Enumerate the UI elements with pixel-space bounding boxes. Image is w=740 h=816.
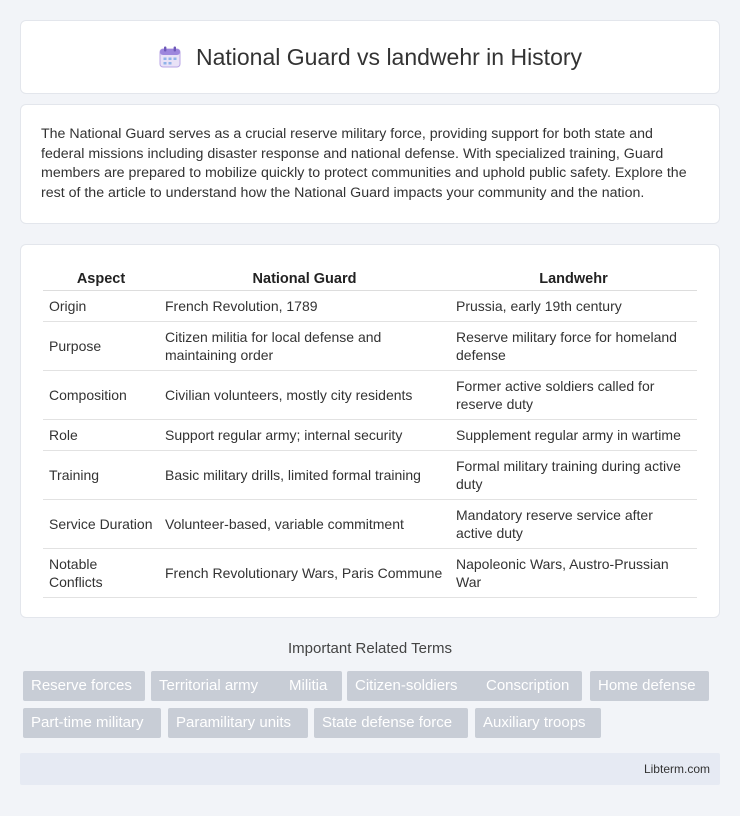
cell-national-guard: Support regular army; internal security [159, 420, 450, 451]
table-row [43, 371, 697, 420]
header-card [20, 20, 720, 94]
tag-conscription[interactable]: Conscription [478, 671, 582, 701]
cell-aspect: Notable Conflicts [43, 549, 159, 598]
header-landwehr: Landwehr [450, 265, 697, 291]
related-terms-title: Important Related Terms [288, 640, 452, 657]
cell-landwehr: Supplement regular army in wartime [450, 420, 697, 451]
cell-aspect: Composition [43, 371, 159, 420]
table-row [43, 322, 697, 371]
cell-national-guard: French Revolution, 1789 [159, 291, 450, 322]
cell-landwehr: Mandatory reserve service after active duty [450, 500, 697, 549]
cell-landwehr: Prussia, early 19th century [450, 291, 697, 322]
cell-landwehr: Reserve military force for homeland defense [450, 322, 697, 371]
table-row [43, 291, 697, 322]
cell-landwehr: Formal military training during active duty [450, 451, 697, 500]
cell-national-guard: French Revolutionary Wars, Paris Commune [159, 549, 450, 598]
footer-site-link[interactable]: Libterm.com [643, 762, 710, 776]
intro-text: The National Guard serves as a crucial reserve military force, providing support for both state and federal missions including disaster response and national defense. With specialized training, Guard members are prepared to mobilize quickly to protect communities and uphold public safety. Explore the rest of the article to understand how the National Guard impacts your community and the nation. [41, 126, 687, 201]
cell-aspect: Role [43, 420, 159, 451]
comparison-table [43, 265, 697, 598]
tag-state-defense-force[interactable]: State defense force [314, 708, 468, 738]
cell-aspect: Purpose [43, 322, 159, 371]
table-row [43, 549, 697, 598]
page-title: National Guard vs landwehr in History [195, 43, 583, 70]
cell-national-guard: Basic military drills, limited formal training [159, 451, 450, 500]
cell-landwehr: Former active soldiers called for reserve duty [450, 371, 697, 420]
tag-citizen-soldiers[interactable]: Citizen-soldiers [347, 671, 495, 701]
cell-landwehr: Napoleonic Wars, Austro-Prussian War [450, 549, 697, 598]
tag-auxiliary-troops[interactable]: Auxiliary troops [475, 708, 601, 738]
table-row [43, 451, 697, 500]
cell-national-guard: Citizen militia for local defense and maintaining order [159, 322, 450, 371]
calendar-icon [158, 45, 182, 69]
tag-reserve-forces[interactable]: Reserve forces [23, 671, 145, 701]
cell-national-guard: Volunteer-based, variable commitment [159, 500, 450, 549]
table-header-row [43, 265, 697, 291]
intro-card [20, 104, 720, 224]
tag-home-defense[interactable]: Home defense [590, 671, 709, 701]
header-aspect: Aspect [43, 265, 159, 291]
tag-part-time-military[interactable]: Part-time military [23, 708, 161, 738]
cell-aspect: Service Duration [43, 500, 159, 549]
header-national-guard: National Guard [159, 265, 450, 291]
tag-territorial-army[interactable]: Territorial army [151, 671, 297, 701]
footer [20, 753, 720, 785]
table-row [43, 500, 697, 549]
comparison-card [20, 244, 720, 618]
cell-aspect: Origin [43, 291, 159, 322]
cell-aspect: Training [43, 451, 159, 500]
cell-national-guard: Civilian volunteers, mostly city residents [159, 371, 450, 420]
table-row [43, 420, 697, 451]
tag-paramilitary-units[interactable]: Paramilitary units [168, 708, 308, 738]
tag-militia[interactable]: Militia [281, 671, 342, 701]
